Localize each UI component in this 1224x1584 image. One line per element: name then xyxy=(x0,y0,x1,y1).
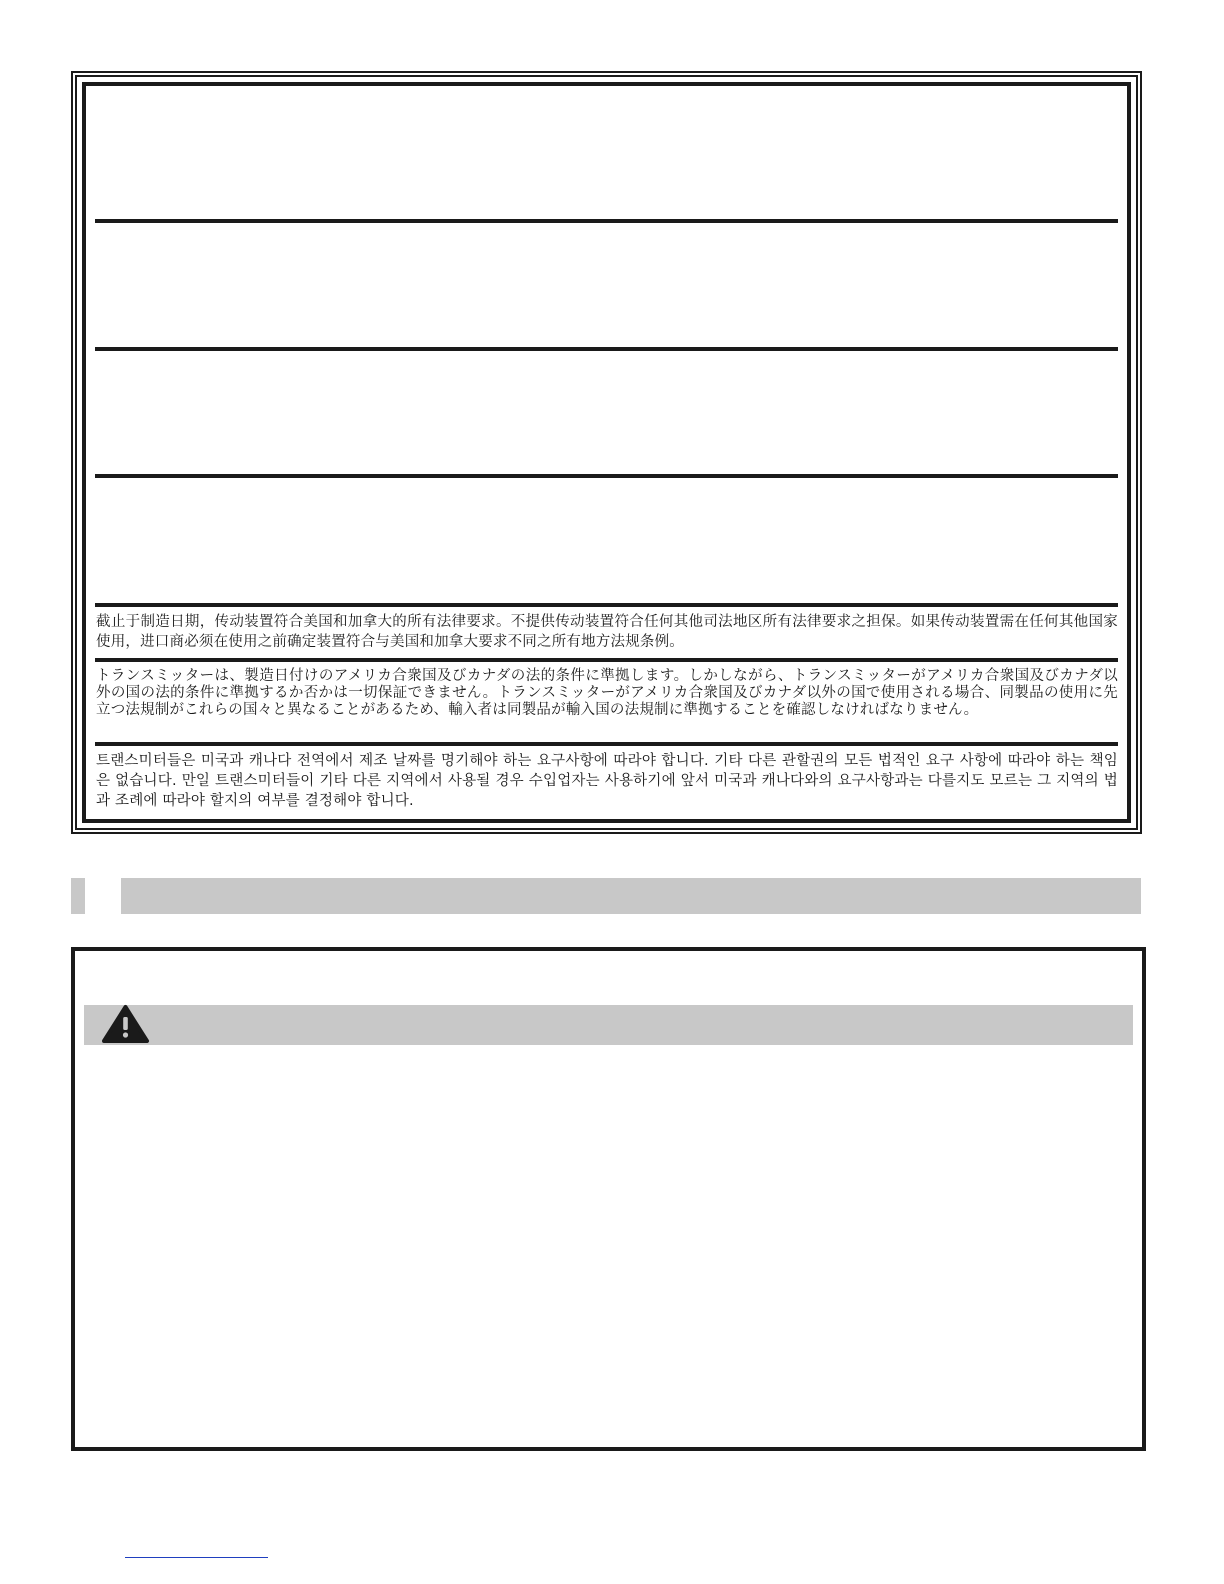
divider-rule xyxy=(95,219,1118,223)
section-tab-marker xyxy=(71,878,85,914)
warning-triangle-icon xyxy=(101,1004,150,1044)
footer-link-underline[interactable] xyxy=(125,1557,268,1558)
divider-rule xyxy=(95,658,1118,662)
compliance-text-korean: 트랜스미터들은 미국과 캐나다 전역에서 제조 날짜를 명기해야 하는 요구사항에 따라야 합니다. 기타 다른 관할권의 모든 법적인 요구 사항에 따라야 하는 책임은 없습니다. 만일 트랜스미터들이 기타 다른 지역에서 사용될 경우 수입업자는 사용하기에 앞서 미국과 캐나다와의 요구사항과는 다를지도 모르는 그 지역의 법과 조례에 따라야 할지의 여부를 결정해야 합니다. xyxy=(96,753,1118,809)
compliance-text-chinese: 截止于制造日期，传动装置符合美国和加拿大的所有法律要求。不提供传动装置符合任何其他司法地区所有法律要求之担保。如果传动装置需在任何其他国家使用，进口商必须在使用之前确定装置符合与美国和加拿大要求不同之所有地方法规条例。 xyxy=(96,614,1118,650)
divider-rule xyxy=(95,347,1118,351)
section-heading-bar xyxy=(121,878,1141,914)
compliance-text-japanese: トランスミッターは、製造日付けのアメリカ合衆国及びカナダの法的条件に準拠します。しかしながら、トランスミッターがアメリカ合衆国及びカナダ以外の国の法的条件に準拠するか否かは一切保証できません。トランスミッターがアメリカ合衆国及びカナダ以外の国で使用される場合、同製品の使用に先立つ法規制がこれらの国々と異なることがあるため、輸入者は同製品が輸入国の法規制に準拠することを確認しなければなりません。 xyxy=(96,668,1118,718)
warning-heading-bar xyxy=(84,1005,1133,1045)
divider-rule xyxy=(95,742,1118,746)
divider-rule xyxy=(95,603,1118,607)
divider-rule xyxy=(95,474,1118,478)
